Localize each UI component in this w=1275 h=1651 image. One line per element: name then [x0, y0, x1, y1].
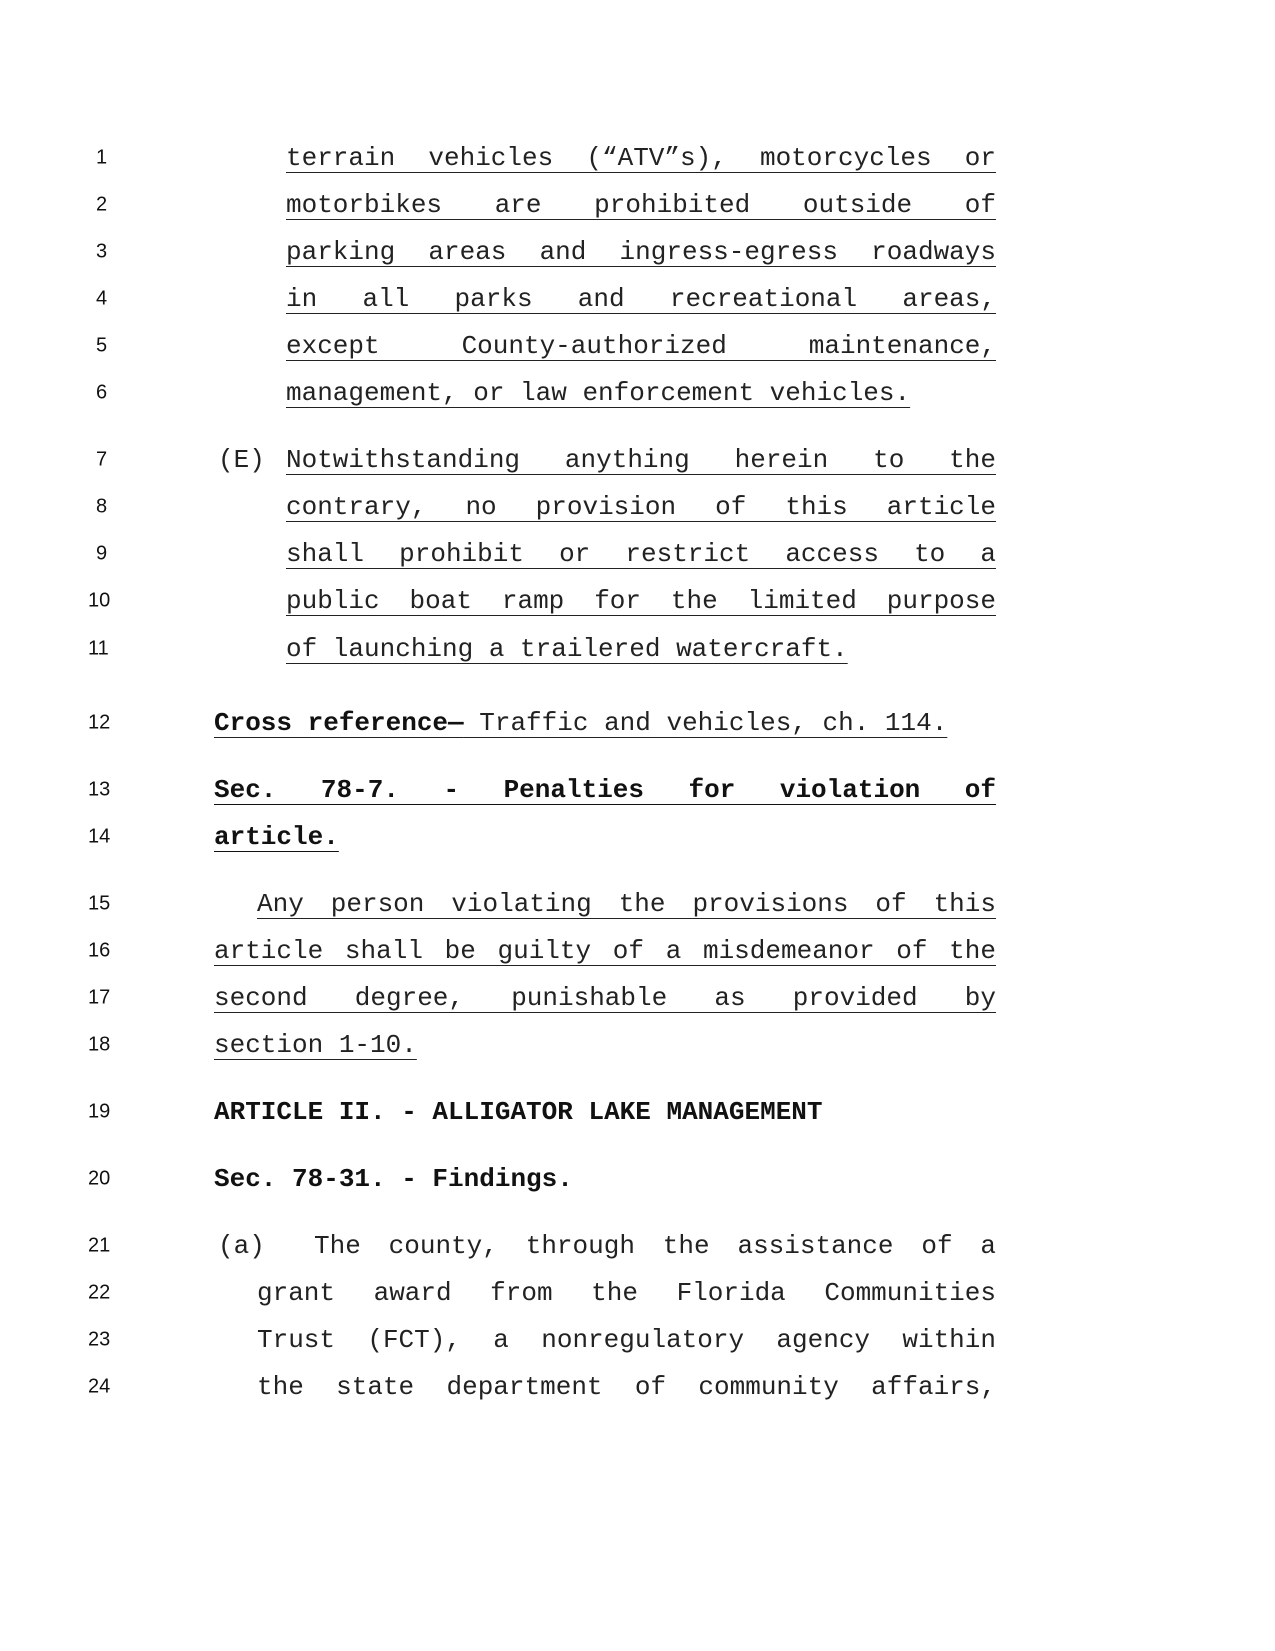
- text-line: second degree, punishable as provided by: [214, 983, 996, 1013]
- line-number: 10: [88, 589, 111, 612]
- article-heading: ARTICLE II. - ALLIGATOR LAKE MANAGEMENT: [214, 1097, 823, 1127]
- line-number: 24: [88, 1375, 111, 1398]
- line-number: 4: [96, 287, 108, 310]
- text-line: Trust (FCT), a nonregulatory agency within: [257, 1325, 996, 1355]
- cross-reference: [214, 707, 947, 739]
- cross-reference-label: Cross reference—: [214, 708, 464, 738]
- cross-reference-text: Traffic and vehicles, ch. 114.: [463, 708, 948, 738]
- line-number: 16: [88, 939, 111, 962]
- text-line: article shall be guilty of a misdemeanor of the: [214, 936, 996, 966]
- line-number: 7: [96, 448, 108, 471]
- section-heading: article.: [214, 822, 339, 852]
- line-number: 1: [96, 146, 108, 169]
- line-number: 12: [88, 711, 111, 734]
- text-line: section 1-10.: [214, 1030, 417, 1060]
- text-line: terrain vehicles (“ATV”s), motorcycles or: [286, 143, 996, 173]
- subsection-marker: (a): [218, 1231, 265, 1261]
- line-number: 21: [88, 1234, 111, 1257]
- line-number: 18: [88, 1033, 111, 1056]
- line-number: 19: [88, 1100, 111, 1123]
- text-line: Notwithstanding anything herein to the: [286, 445, 996, 475]
- text-line: parking areas and ingress-egress roadways: [286, 237, 996, 267]
- text-line: management, or law enforcement vehicles.: [286, 378, 911, 408]
- text-line: motorbikes are prohibited outside of: [286, 190, 996, 220]
- line-number: 13: [88, 778, 111, 801]
- text-line: shall prohibit or restrict access to a: [286, 539, 996, 569]
- text-line: contrary, no provision of this article: [286, 492, 996, 522]
- text-line: of launching a trailered watercraft.: [286, 634, 848, 664]
- text-line: the state department of community affairs,: [257, 1372, 996, 1402]
- text-line: grant award from the Florida Communities: [257, 1278, 996, 1308]
- text-line: in all parks and recreational areas,: [286, 284, 996, 314]
- line-number: 15: [88, 892, 111, 915]
- line-number: 17: [88, 986, 111, 1009]
- text-line: except County-authorized maintenance,: [286, 331, 996, 361]
- text-line: public boat ramp for the limited purpose: [286, 586, 996, 616]
- section-heading: Sec. 78-31. - Findings.: [214, 1164, 573, 1194]
- line-number: 2: [96, 193, 108, 216]
- line-number: 14: [88, 825, 111, 848]
- line-number: 5: [96, 334, 108, 357]
- line-number: 6: [96, 381, 108, 404]
- text-line: The county, through the assistance of a: [314, 1231, 996, 1261]
- line-number: 8: [96, 495, 108, 518]
- line-number: 3: [96, 240, 108, 263]
- subsection-marker: (E): [218, 445, 265, 475]
- line-number: 23: [88, 1328, 111, 1351]
- line-number: 11: [88, 637, 109, 660]
- section-heading: Sec. 78-7. - Penalties for violation of: [214, 775, 996, 805]
- line-number: 22: [88, 1281, 111, 1304]
- line-number: 20: [88, 1167, 111, 1190]
- text-line: Any person violating the provisions of this: [257, 889, 996, 919]
- line-number: 9: [96, 542, 108, 565]
